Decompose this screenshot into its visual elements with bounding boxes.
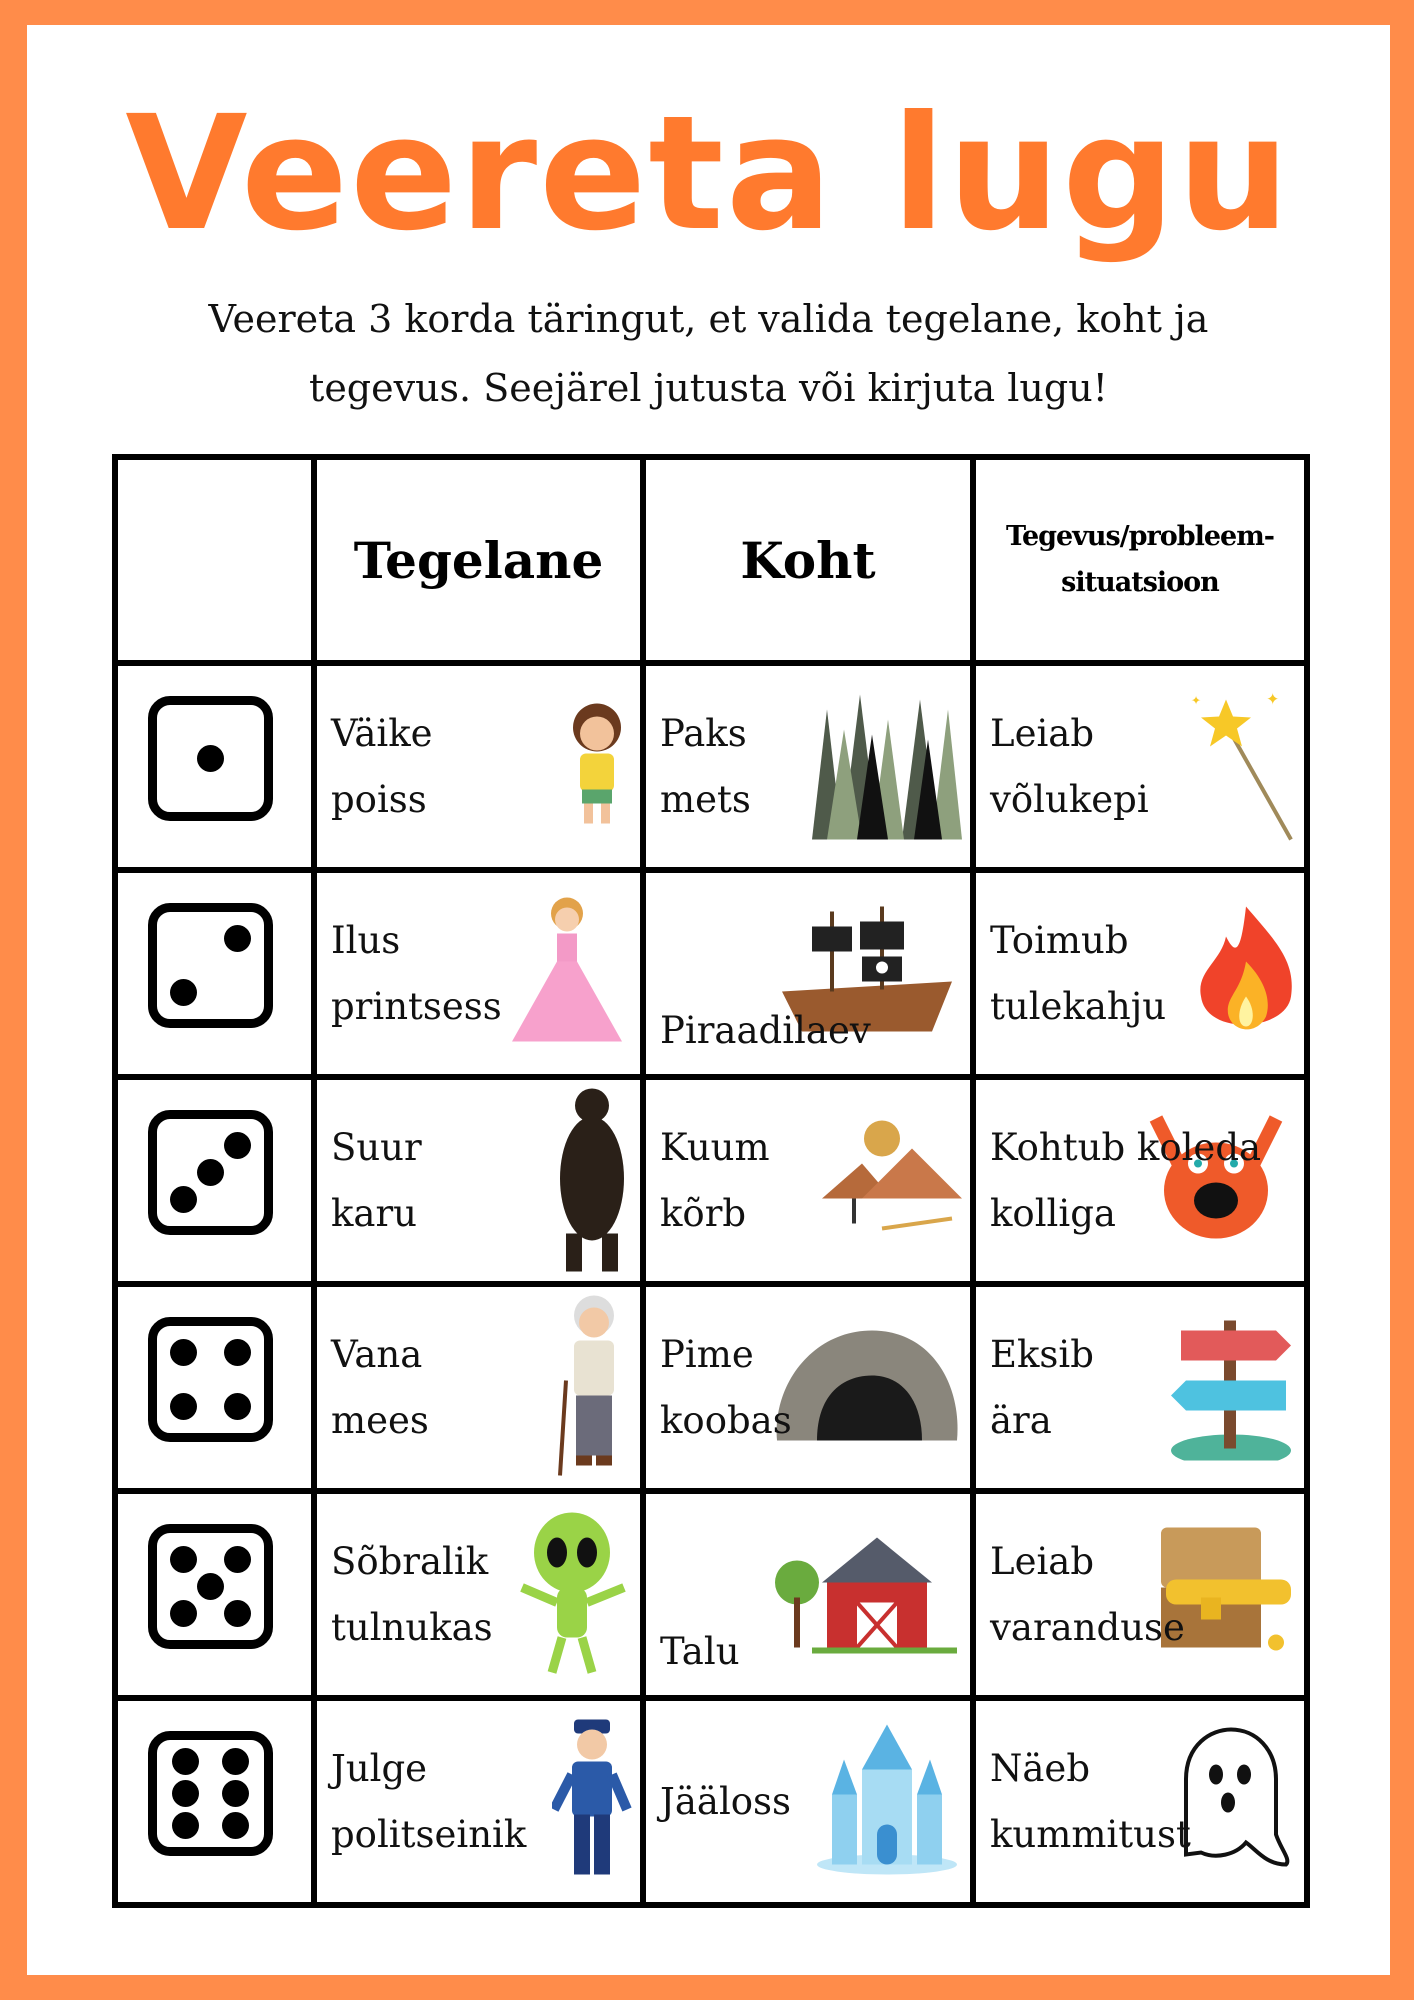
action-cell-text	[990, 1322, 1094, 1454]
character-cell-line: Sõbralik	[331, 1539, 489, 1583]
action-cell-line: Leiab	[990, 1539, 1095, 1583]
die-cell	[115, 663, 314, 870]
place-cell	[643, 1284, 973, 1491]
action-cell	[973, 1491, 1307, 1698]
forest-icon	[802, 689, 962, 844]
character-cell-line: karu	[331, 1191, 417, 1235]
character-cell-line: poiss	[331, 777, 427, 821]
action-cell-text	[990, 1529, 1185, 1661]
character-cell-line: Väike	[331, 711, 433, 755]
story-dice-table	[112, 454, 1310, 1908]
action-cell-text	[990, 701, 1149, 833]
die-pip	[197, 1159, 224, 1186]
princess-icon	[502, 891, 632, 1056]
police-officer-icon	[552, 1714, 632, 1889]
die-pip	[222, 1748, 249, 1775]
die-face-2-icon	[148, 903, 273, 1028]
die-face-1-icon	[148, 696, 273, 821]
character-cell-text	[331, 1115, 422, 1247]
action-cell	[973, 870, 1307, 1077]
header-action-line-2: situatsioon	[1061, 567, 1219, 598]
action-cell-line: Leiab	[990, 711, 1095, 755]
place-cell-line: mets	[660, 777, 751, 821]
die-face-3-icon	[148, 1110, 273, 1235]
die-pip	[224, 925, 251, 952]
action-cell-line: võlukepi	[990, 777, 1149, 821]
die-cell	[115, 1077, 314, 1284]
character-cell-line: tulnukas	[331, 1605, 493, 1649]
action-cell-line: varanduse	[990, 1605, 1185, 1649]
character-cell	[314, 1491, 643, 1698]
old-man-icon	[552, 1290, 632, 1485]
header-place: Koht	[643, 457, 973, 663]
die-cell	[115, 1284, 314, 1491]
die-pip	[224, 1546, 251, 1573]
place-cell-line: Kuum	[660, 1125, 770, 1169]
character-cell	[314, 870, 643, 1077]
die-pip	[172, 1812, 199, 1839]
character-cell	[314, 1284, 643, 1491]
character-cell	[314, 1077, 643, 1284]
place-cell	[643, 1698, 973, 1905]
worksheet	[27, 25, 1390, 1975]
boy-icon	[562, 699, 632, 834]
die-pip	[197, 1573, 224, 1600]
character-cell-line: Suur	[331, 1125, 422, 1169]
die-pip	[224, 1339, 251, 1366]
header-action-line-1: Tegevus/probleem-	[1006, 521, 1274, 552]
table-row	[115, 870, 1307, 1077]
character-cell-line: Ilus	[331, 918, 401, 962]
die-face-6-icon	[148, 1731, 273, 1856]
action-cell-text	[990, 908, 1166, 1040]
action-cell-line: kolliga	[990, 1191, 1116, 1235]
table-row	[115, 1491, 1307, 1698]
die-pip	[170, 1393, 197, 1420]
character-cell-line: Julge	[331, 1746, 428, 1790]
table-row	[115, 1077, 1307, 1284]
header-die	[115, 457, 314, 663]
svg-text:✦: ✦	[1191, 693, 1202, 707]
die-pip	[197, 745, 224, 772]
cave-icon	[772, 1325, 962, 1450]
barn-icon	[772, 1527, 962, 1662]
alien-icon	[512, 1507, 632, 1682]
die-cell	[115, 870, 314, 1077]
place-cell-text	[660, 1322, 792, 1454]
die-pip	[172, 1780, 199, 1807]
place-cell-line: Pime	[660, 1332, 754, 1376]
die-cell	[115, 1698, 314, 1905]
character-cell-line: Vana	[331, 1332, 423, 1376]
action-cell	[973, 1284, 1307, 1491]
character-cell	[314, 1698, 643, 1905]
header-action	[973, 457, 1307, 663]
place-cell-line: Talu	[660, 1630, 740, 1673]
place-cell-line: Jääloss	[660, 1779, 792, 1823]
die-pip	[172, 1748, 199, 1775]
bear-icon	[552, 1083, 632, 1278]
action-cell-line: tulekahju	[990, 984, 1167, 1028]
die-pip	[170, 1339, 197, 1366]
place-cell-line: Paks	[660, 711, 747, 755]
character-cell-text	[331, 908, 502, 1040]
die-pip	[170, 1546, 197, 1573]
place-cell	[643, 1077, 973, 1284]
character-cell-text	[331, 1529, 493, 1661]
place-cell-line: kõrb	[660, 1191, 747, 1235]
table-row	[115, 1698, 1307, 1905]
place-cell	[643, 870, 973, 1077]
place-cell-line: koobas	[660, 1398, 792, 1442]
die-pip	[222, 1780, 249, 1807]
place-cell-text	[660, 1619, 740, 1685]
place-cell-text	[660, 998, 871, 1064]
place-cell-text	[660, 701, 751, 833]
action-cell-line: Näeb	[990, 1746, 1091, 1790]
instructions	[127, 285, 1290, 423]
fire-icon	[1196, 901, 1296, 1046]
die-pip	[222, 1812, 249, 1839]
die-pip	[170, 979, 197, 1006]
svg-text:✦: ✦	[1266, 691, 1280, 708]
table-row	[115, 1284, 1307, 1491]
character-cell-line: printsess	[331, 984, 502, 1028]
table-row	[115, 663, 1307, 870]
character-cell	[314, 663, 643, 870]
action-cell-line: ära	[990, 1398, 1052, 1442]
signpost-icon	[1166, 1310, 1296, 1465]
instructions-line-1: Veereta 3 korda täringut, et valida tegelane, koht ja	[208, 297, 1209, 341]
character-cell-text	[331, 1322, 429, 1454]
header-character: Tegelane	[314, 457, 643, 663]
action-cell	[973, 1077, 1307, 1284]
ice-castle-icon	[812, 1724, 962, 1879]
character-cell-text	[331, 1736, 526, 1868]
place-cell-text	[660, 1769, 791, 1835]
place-cell-text	[660, 1115, 770, 1247]
die-face-5-icon	[148, 1524, 273, 1649]
place-cell-line: Piraadilaev	[660, 1009, 871, 1052]
die-pip	[224, 1393, 251, 1420]
place-cell	[643, 663, 973, 870]
action-cell-line: Kohtub koleda	[990, 1125, 1262, 1169]
action-cell	[973, 1698, 1307, 1905]
die-pip	[170, 1186, 197, 1213]
place-cell	[643, 1491, 973, 1698]
action-cell	[973, 663, 1307, 870]
die-pip	[224, 1132, 251, 1159]
page-title: Veereta lugu	[125, 82, 1292, 266]
desert-icon	[822, 1118, 962, 1243]
die-pip	[224, 1600, 251, 1627]
magic-wand-icon	[1186, 684, 1296, 849]
action-cell-line: kummitust	[990, 1812, 1191, 1856]
header-row	[115, 457, 1307, 663]
character-cell-line: politseinik	[331, 1812, 527, 1856]
die-pip	[170, 1600, 197, 1627]
action-cell-line: Eksib	[990, 1332, 1094, 1376]
character-cell-line: mees	[331, 1398, 429, 1442]
action-cell-text	[990, 1736, 1191, 1868]
action-cell-text	[990, 1115, 1261, 1247]
die-face-4-icon	[148, 1317, 273, 1442]
action-cell-line: Toimub	[990, 918, 1129, 962]
character-cell-text	[331, 701, 433, 833]
die-cell	[115, 1491, 314, 1698]
instructions-line-2: tegevus. Seejärel jutusta või kirjuta lugu!	[309, 366, 1108, 410]
